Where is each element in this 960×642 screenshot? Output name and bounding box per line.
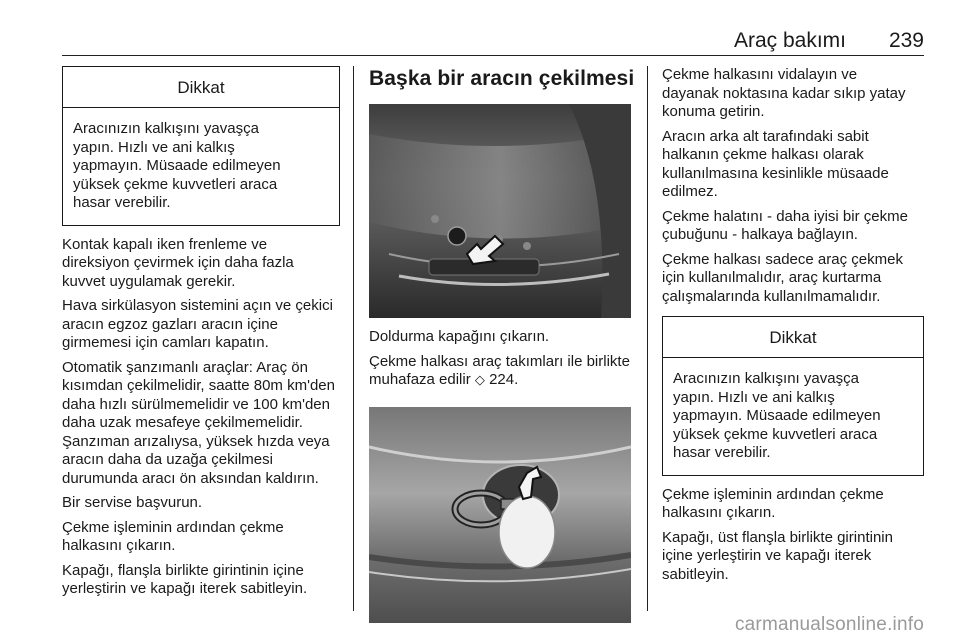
paragraph: Çekme işleminin ardından çekme halkasını çıkarın. [62,518,284,554]
caution-heading: Dikkat [663,317,923,358]
caution-text: Aracınızın kalkışını yavaşça yapın. Hızlı ve ani kalkış yapmayın. Müsaade edilmeyen yüksek çekme kuvvetleri araca hasar verebilir. [673,370,881,461]
page-reference-icon: ◇ [474,373,485,388]
caution-box [662,316,924,476]
paragraph: Kapağı, flanşla birlikte girintinin içine yerleştirin ve kapağı iterek sabitleyin. [62,561,308,597]
rear-bumper-illustration [369,104,631,318]
paragraph-text: Çekme halkası araç takımları ile birlikte muhafaza edilir [369,352,630,388]
page-reference[interactable]: 224. [489,371,519,388]
chapter-title: Araç bakımı [733,29,846,52]
section-title: Başka bir aracın çekilmesi [369,67,635,90]
caution-box [62,66,340,226]
paragraph: Doldurma kapağını çıkarın. [369,328,550,345]
paragraph: Çekme halkası sadece araç çekmek için kullanılmalıdır, araç kurtarma çalışmalarında kullanılmamalıdır. [662,250,903,305]
paragraph: Hava sirkülasyon sistemini açın ve çekici aracın egzoz gazları aracın içine girmemesi için camları kapatın. [62,297,333,351]
caution-text: Aracınızın kalkışını yavaşça yapın. Hızlı ve ani kalkış yapmayın. Müsaade edilmeyen yüksek çekme kuvvetleri araca hasar verebilir. [73,120,281,211]
paragraph [369,353,631,391]
tow-hook-photo [369,407,631,623]
paragraph: Çekme halatını - daha iyisi bir çekme çubuğunu - halkaya bağlayın. [662,207,908,243]
caution-heading: Dikkat [63,67,339,108]
page-number: 239 [888,29,924,52]
paragraph: Otomatik şanzımanlı araçlar: Araç ön kısımdan çekilmelidir, saatte 80m km'den daha hızlı sürülmemelidir ve 100 km'den daha uzak mesafeye çekilmemelidir. Şanzıman arızalıysa, yüksek hızda veya aracın daha da uzağa çekilmesi durumunda aracı ön aksından kaldırın. [62,358,335,487]
paragraph: Kontak kapalı iken frenleme ve direksiyon çevirmek için daha fazla kuvvet uygulamak gerekir. [62,235,294,290]
page-header [62,26,924,56]
column-divider [353,66,354,611]
column-left [62,66,340,605]
paragraph: Aracın arka alt tarafındaki sabit halkanın çekme halkası olarak kullanılmasına kesinlikle müsaade edilmez. [662,127,889,200]
paragraph: Çekme halkasını vidalayın ve dayanak noktasına kadar sıkıp yatay konuma getirin. [662,66,906,120]
paragraph: Çekme işleminin ardından çekme halkasını çıkarın. [662,485,884,521]
tow-eye-illustration [369,407,631,623]
column-middle [369,66,635,623]
paragraph: Kapağı, üst flanşla birlikte girintinin içine yerleştirin ve kapağı iterek sabitleyin. [662,528,893,583]
watermark: carmanualsonline.info [734,614,924,635]
rear-bumper-photo [369,104,631,318]
column-right [662,66,924,590]
header-rule [62,55,924,57]
column-divider [647,66,648,611]
paragraph: Bir servise başvurun. [62,494,203,511]
